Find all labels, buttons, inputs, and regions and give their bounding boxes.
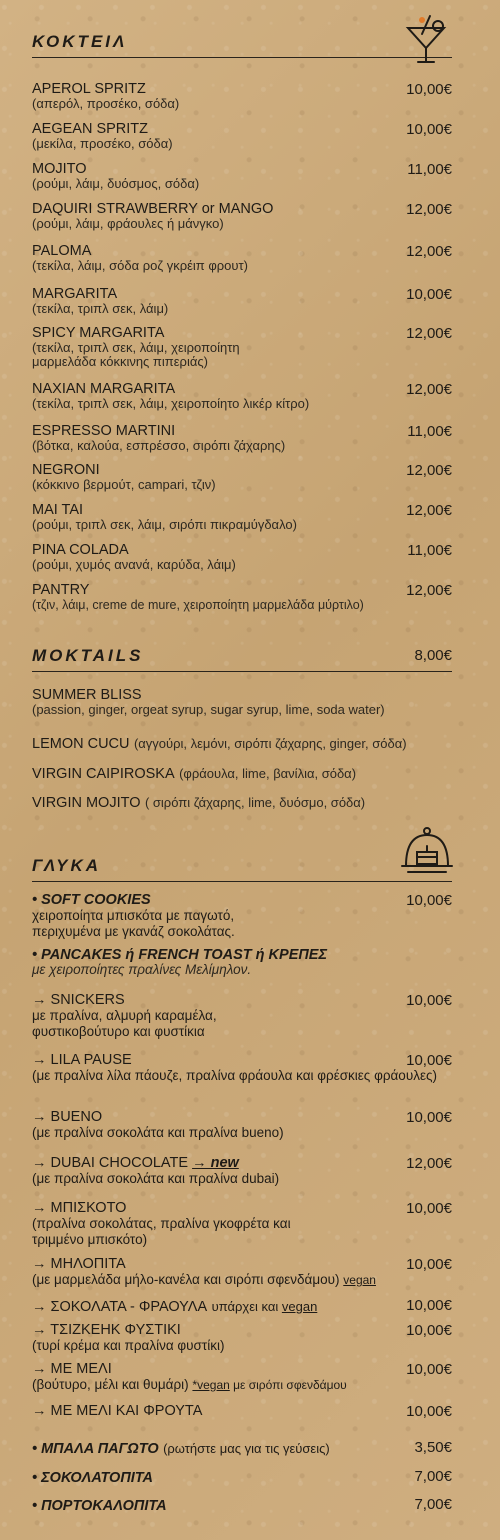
item-name (32, 1156, 452, 1171)
list-item (32, 688, 452, 717)
list-item (32, 1469, 452, 1487)
item-description: (τεκίλα, τριπλ σεκ, λάιμ) (32, 301, 169, 316)
item-price: 3,50€ (414, 1439, 452, 1456)
item-name: • ΣΟΚΟΛΑΤΟΠΙΤΑ (32, 1470, 154, 1486)
item-name: → ΣΟΚΟΛΑΤΑ - ΦΡΑΟΥΛΑ (32, 1299, 208, 1315)
item-name: NEGRONI (32, 462, 100, 478)
moktails-header (32, 642, 452, 672)
item-description: χειροποίητα μπισκότα με παγωτό, περιχυμένα με γκανάζ σοκολάτας. (32, 908, 235, 939)
item-description-row (32, 1272, 452, 1288)
item-price: 10,00€ (406, 892, 452, 909)
item-description: (φράουλα, lime, βανίλια, σόδα) (179, 766, 357, 781)
item-name: → LILA PAUSE (32, 1052, 132, 1068)
item-price: 12,00€ (406, 462, 452, 479)
cocktail-glass-icon (402, 14, 450, 66)
cocktails-title: ΚΟΚΤΕΙΛ (32, 32, 128, 51)
list-item (32, 463, 452, 492)
moktails-price: 8,00€ (414, 647, 452, 664)
list-item (32, 1298, 452, 1316)
list-item (32, 765, 452, 783)
list-item (32, 1440, 452, 1458)
sweets-header (32, 852, 452, 882)
list-item (32, 583, 452, 612)
list-item (32, 1110, 452, 1141)
vegan-note-prefix: υπάρχει και (211, 1299, 282, 1314)
item-name: • ΠΟΡΤΟΚΑΛΟΠΙΤΑ (32, 1498, 167, 1514)
item-name: ESPRESSO MARTINI (32, 423, 176, 439)
item-name-text: → DUBAI CHOCOLATE (32, 1155, 189, 1171)
item-name: VIRGIN CAIPIROSKA (32, 766, 175, 782)
new-badge: → new (192, 1155, 239, 1171)
item-name: PANTRY (32, 582, 90, 598)
item-price: 10,00€ (406, 1109, 452, 1126)
item-description-row (32, 1377, 452, 1393)
vegan-note: vegan (343, 1273, 376, 1287)
list-item (32, 244, 452, 273)
item-name: • ΜΠΑΛΑ ΠΑΓΩΤΟ (32, 1441, 159, 1457)
item-description: (κόκκινο βερμούτ, campari, τζιν) (32, 477, 216, 492)
item-description: (passion, ginger, orgeat syrup, sugar syrup, lime, soda water) (32, 702, 385, 717)
list-item (32, 1497, 452, 1515)
item-description: (πραλίνα σοκολάτας, πραλίνα γκοφρέτα και τριμμένο μπισκότο) (32, 1216, 291, 1247)
item-price: 10,00€ (406, 1200, 452, 1217)
item-description: (με πραλίνα σοκολάτα και πραλίνα bueno) (32, 1125, 284, 1140)
item-name: PALOMA (32, 243, 92, 259)
item-name: AEGEAN SPRITZ (32, 121, 149, 137)
item-price: 10,00€ (406, 1297, 452, 1314)
item-price: 10,00€ (406, 992, 452, 1009)
list-item (32, 424, 452, 453)
item-description: (αγγούρι, λεμόνι, σιρόπι ζάχαρης, ginger, σόδα) (133, 736, 407, 751)
section-divider (32, 57, 452, 58)
item-price: 10,00€ (406, 1256, 452, 1273)
item-description: (με πραλίνα λίλα πάουζε, πραλίνα φράουλα και φρέσκιες φράουλες) (32, 1068, 437, 1083)
item-name: DAQUIRI STRAWBERRY or MANGO (32, 201, 274, 217)
item-description: (τεκίλα, λάιμ, σόδα ροζ γκρέιπ φρουτ) (32, 258, 248, 273)
list-item (32, 1362, 452, 1393)
item-name: → SNICKERS (32, 992, 125, 1008)
item-description: ( σιρόπι ζάχαρης, lime, δυόσμο, σόδα) (144, 795, 366, 810)
item-description: (με πραλίνα σοκολάτα και πραλίνα dubai) (32, 1171, 280, 1186)
item-price: 7,00€ (414, 1496, 452, 1513)
list-item (32, 202, 452, 231)
item-price: 11,00€ (407, 161, 452, 178)
list-item (32, 893, 452, 940)
item-price: 10,00€ (406, 1052, 452, 1069)
item-name: LEMON CUCU (32, 736, 130, 752)
item-description: (τεκίλα, τριπλ σεκ, λάιμ, χειροποίητο λικέρ κίτρο) (32, 396, 310, 411)
item-description: (μεκίλα, προσέκο, σόδα) (32, 136, 173, 151)
item-price: 11,00€ (407, 423, 452, 440)
item-description: (με μαρμελάδα μήλο-κανέλα και σιρόπι σφενδάμου) (32, 1272, 340, 1287)
item-price: 10,00€ (406, 81, 452, 98)
item-price: 12,00€ (406, 243, 452, 260)
item-price: 10,00€ (406, 1361, 452, 1378)
list-item (32, 82, 452, 111)
item-description: με χειροποίητες πραλίνες Μελίμηλον. (32, 962, 252, 977)
item-name: MARGARITA (32, 286, 118, 302)
item-name: • PANCAKES ή FRENCH TOAST ή ΚΡΕΠΕΣ (32, 947, 327, 963)
item-name: VIRGIN MOJITO (32, 795, 141, 811)
item-name: → BUENO (32, 1109, 103, 1125)
item-price: 12,00€ (406, 381, 452, 398)
item-name: PINA COLADA (32, 542, 129, 558)
item-name: SUMMER BLISS (32, 687, 142, 703)
item-description: (ρούμι, χυμός ανανά, καρύδα, λάιμ) (32, 557, 236, 572)
item-name: → ΜΠΙΣΚΟΤΟ (32, 1200, 127, 1216)
item-name: → ΜΕ ΜΕΛΙ ΚΑΙ ΦΡΟΥΤΑ (32, 1403, 203, 1419)
item-name: MOJITO (32, 161, 87, 177)
item-description: (τεκίλα, τριπλ σεκ, λάιμ, χειροποίητη μαρμελάδα κόκκινης πιπεριάς) (32, 340, 240, 369)
cake-dome-icon (400, 826, 454, 878)
item-price: 12,00€ (406, 582, 452, 599)
item-name: • SOFT COOKIES (32, 892, 151, 908)
list-item (32, 1404, 452, 1419)
item-description: (τυρί κρέμα και πραλίνα φυστίκι) (32, 1338, 225, 1353)
item-description: (ρωτήστε μας για τις γεύσεις) (163, 1441, 330, 1456)
list-item (32, 1323, 452, 1354)
item-price: 10,00€ (406, 1322, 452, 1339)
item-description: (βούτυρο, μέλι και θυμάρι) (32, 1377, 189, 1392)
item-name: → ΜΕ ΜΕΛΙ (32, 1361, 112, 1377)
section-divider (32, 881, 452, 882)
item-name: NAXIAN MARGARITA (32, 381, 176, 397)
item-price: 12,00€ (406, 1155, 452, 1172)
item-price: 12,00€ (406, 201, 452, 218)
list-item (32, 326, 452, 369)
item-price: 12,00€ (406, 502, 452, 519)
item-name: → ΜΗΛΟΠΙΤΑ (32, 1256, 126, 1272)
list-item (32, 382, 452, 411)
item-name: → ΤΣΙΖΚΕΗΚ ΦΥΣΤΙΚΙ (32, 1322, 181, 1338)
item-price: 12,00€ (406, 325, 452, 342)
item-description: (ρούμι, λάιμ, δυόσμος, σόδα) (32, 176, 200, 191)
item-description: με πραλίνα, αλμυρή καραμέλα, φυστικοβούτυρο και φυστίκια (32, 1008, 217, 1039)
cocktails-header (32, 28, 452, 58)
section-divider (32, 671, 452, 672)
list-item (32, 735, 452, 753)
item-price: 10,00€ (406, 286, 452, 303)
item-description: (βότκα, καλούα, εσπρέσσο, σιρόπι ζάχαρης) (32, 438, 286, 453)
item-description: (τζιν, λάιμ, creme de mure, χειροποίητη μαρμελάδα μύρτιλο) (32, 598, 364, 612)
item-name: SPICY MARGARITA (32, 325, 165, 341)
list-item (32, 287, 452, 316)
list-item (32, 948, 452, 977)
vegan-note: *vegan (192, 1378, 230, 1392)
vegan-note-suffix: με σιρόπι σφενδάμου (229, 1378, 347, 1392)
list-item (32, 794, 452, 812)
item-name: MAI TAI (32, 502, 84, 518)
moktails-title: MOKTAILS (32, 646, 144, 665)
item-price: 10,00€ (406, 1403, 452, 1420)
sweets-title: ΓΛΥΚΑ (32, 856, 102, 875)
list-item (32, 1053, 452, 1084)
list-item (32, 122, 452, 151)
item-price: 10,00€ (406, 121, 452, 138)
list-item (32, 543, 452, 572)
list-item (32, 1156, 452, 1187)
item-description: (απερόλ, προσέκο, σόδα) (32, 96, 180, 111)
vegan-note: vegan (281, 1299, 318, 1314)
item-price: 7,00€ (414, 1468, 452, 1485)
item-description: (ρούμι, τριπλ σεκ, λάιμ, σιρόπι πικραμύγδαλο) (32, 517, 297, 532)
item-description: (ρούμι, λάιμ, φράουλες ή μάνγκο) (32, 216, 224, 231)
list-item (32, 1257, 452, 1288)
list-item (32, 1201, 452, 1248)
item-name: APEROL SPRITZ (32, 81, 146, 97)
list-item (32, 162, 452, 191)
list-item (32, 503, 452, 532)
item-price: 11,00€ (407, 542, 452, 559)
list-item (32, 993, 452, 1040)
